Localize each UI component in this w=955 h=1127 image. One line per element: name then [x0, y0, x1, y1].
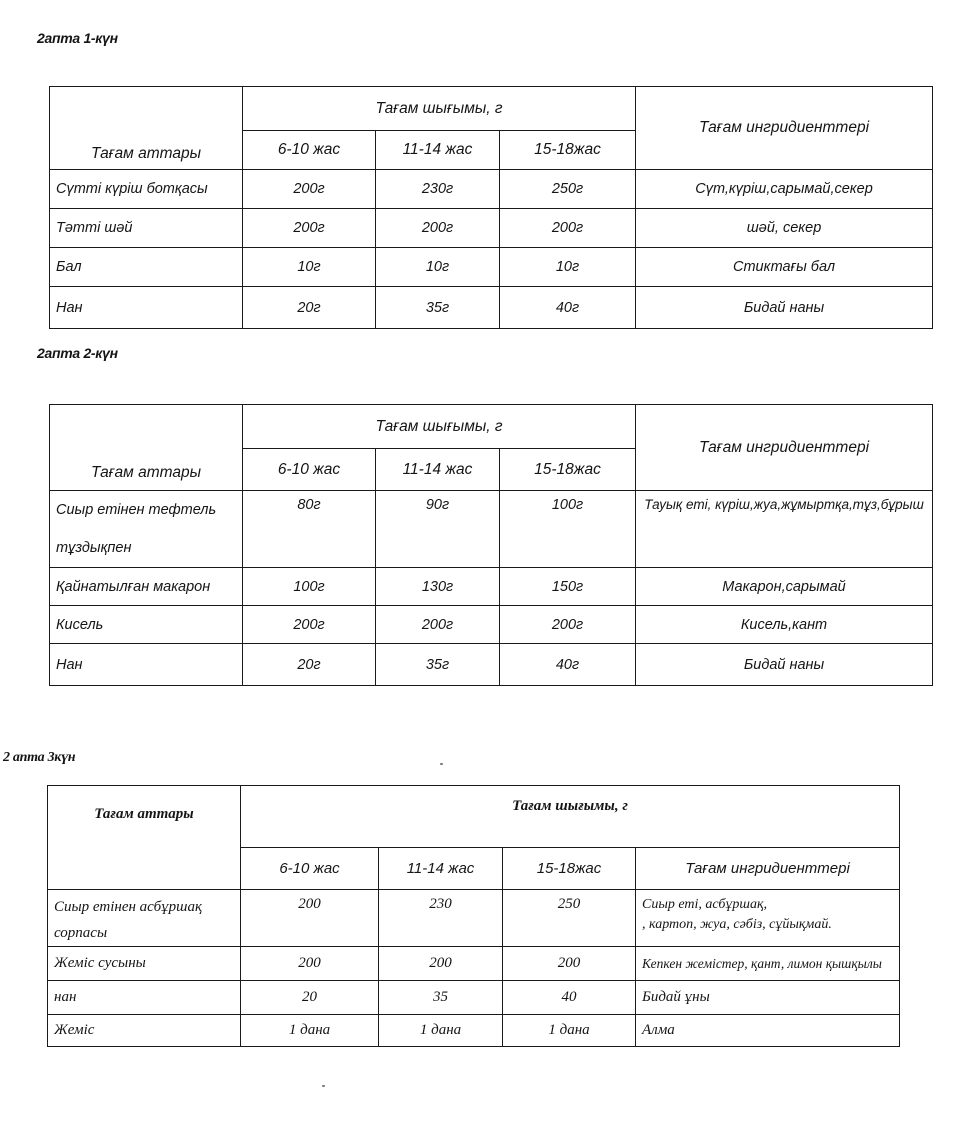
yield-11-14: 10г: [376, 248, 500, 287]
ingredients: Кисель,кант: [636, 606, 933, 644]
table-header-row: [50, 405, 933, 449]
table-row: [50, 287, 933, 329]
scan-speck: [322, 1085, 325, 1087]
yield-15-18: 40г: [500, 287, 636, 329]
dish-name-line-2: сорпасы: [54, 925, 108, 941]
ingredients-header: Тағам ингридиенттері: [636, 87, 933, 170]
dish-name: Нан: [50, 644, 243, 686]
yield-15-18: 40: [503, 981, 636, 1015]
yield-15-18: 200г: [500, 606, 636, 644]
yield-header: Тағам шығымы, г: [241, 786, 900, 848]
ingredients: Макарон,сарымай: [636, 568, 933, 606]
day-1-title: 2апта 1-күн: [37, 30, 118, 46]
age-15-18-header: 15-18жас: [503, 848, 636, 890]
age-15-18-header: 15-18жас: [500, 449, 636, 491]
table-row: [50, 606, 933, 644]
day-3-menu-table: [47, 785, 900, 1047]
ingredients-line-1: Сиыр еті, асбұршақ,: [642, 897, 768, 912]
dish-name-line-2: тұздықпен: [56, 540, 132, 556]
yield-11-14: 230г: [376, 170, 500, 209]
dish-name: нан: [48, 981, 241, 1015]
ingredients: Сүт,күріш,сарымай,секер: [636, 170, 933, 209]
table-row: [50, 248, 933, 287]
ingredients: Кепкен жемістер, қант, лимон қышқылы: [636, 947, 900, 981]
dish-name: Жеміс: [48, 1015, 241, 1047]
ingredients: шәй, секер: [636, 209, 933, 248]
yield-11-14: 35: [379, 981, 503, 1015]
ingredients-line-2: , картоп, жуа, сәбіз, сұйықмай.: [642, 917, 832, 932]
dish-name: Бал: [50, 248, 243, 287]
dish-name: Қайнатылған макарон: [50, 568, 243, 606]
day-2-title: 2апта 2-күн: [37, 345, 118, 361]
yield-6-10: 1 дана: [241, 1015, 379, 1047]
ingredients: Бидай ұны: [636, 981, 900, 1015]
yield-6-10: 20: [241, 981, 379, 1015]
yield-15-18: 100г: [500, 491, 636, 568]
ingredients: Бидай наны: [636, 287, 933, 329]
yield-11-14: 200г: [376, 606, 500, 644]
day-2-menu-table: [49, 404, 933, 686]
age-11-14-header: 11-14 жас: [379, 848, 503, 890]
yield-6-10: 200г: [243, 209, 376, 248]
table-header-row: [50, 87, 933, 131]
yield-11-14: 200: [379, 947, 503, 981]
dish-name-header: Тағам аттары: [50, 87, 243, 170]
yield-6-10: 200: [241, 890, 379, 947]
table-row: [50, 170, 933, 209]
yield-15-18: 1 дана: [503, 1015, 636, 1047]
table-row: [48, 947, 900, 981]
dish-name: Кисель: [50, 606, 243, 644]
yield-6-10: 200г: [243, 606, 376, 644]
yield-11-14: 90г: [376, 491, 500, 568]
ingredients-header: Тағам ингридиенттері: [636, 405, 933, 491]
age-11-14-header: 11-14 жас: [376, 131, 500, 170]
table-header-row: [48, 786, 900, 848]
yield-15-18: 200г: [500, 209, 636, 248]
table-row: [50, 568, 933, 606]
yield-11-14: 35г: [376, 644, 500, 686]
yield-6-10: 80г: [243, 491, 376, 568]
dish-name: Сүтті күріш ботқасы: [50, 170, 243, 209]
table-row: [50, 491, 933, 568]
dish-name: [50, 491, 243, 568]
age-6-10-header: 6-10 жас: [243, 131, 376, 170]
yield-6-10: 200: [241, 947, 379, 981]
ingredients-header: Тағам ингридиенттері: [636, 848, 900, 890]
yield-11-14: 35г: [376, 287, 500, 329]
day-3-title: 2 апта 3күн: [3, 750, 76, 765]
age-15-18-header: 15-18жас: [500, 131, 636, 170]
yield-15-18: 200: [503, 947, 636, 981]
dish-name-header: Тағам аттары: [50, 405, 243, 491]
yield-6-10: 10г: [243, 248, 376, 287]
table-row: [48, 1015, 900, 1047]
yield-15-18: 150г: [500, 568, 636, 606]
dish-name-line-1: Сиыр етінен тефтель: [56, 502, 217, 518]
age-6-10-header: 6-10 жас: [241, 848, 379, 890]
yield-header: Тағам шығымы, г: [243, 405, 636, 449]
dish-name-header: Тағам аттары: [48, 786, 241, 890]
yield-15-18: 40г: [500, 644, 636, 686]
yield-15-18: 10г: [500, 248, 636, 287]
yield-11-14: 130г: [376, 568, 500, 606]
table-row: [50, 209, 933, 248]
yield-11-14: 230: [379, 890, 503, 947]
ingredients: [636, 890, 900, 947]
yield-6-10: 20г: [243, 287, 376, 329]
table-row: [50, 644, 933, 686]
yield-header: Тағам шығымы, г: [243, 87, 636, 131]
ingredients: Алма: [636, 1015, 900, 1047]
dish-name: Тәтті шәй: [50, 209, 243, 248]
table-row: [48, 981, 900, 1015]
yield-15-18: 250: [503, 890, 636, 947]
dish-name-line-1: Сиыр етінен асбұршақ: [54, 899, 203, 915]
dish-name: Нан: [50, 287, 243, 329]
dish-name: [48, 890, 241, 947]
table-row: [48, 890, 900, 947]
age-11-14-header: 11-14 жас: [376, 449, 500, 491]
yield-11-14: 200г: [376, 209, 500, 248]
yield-6-10: 20г: [243, 644, 376, 686]
ingredients: Стиктағы бал: [636, 248, 933, 287]
age-6-10-header: 6-10 жас: [243, 449, 376, 491]
ingredients: Тауық еті, күріш,жуа,жұмыртқа,тұз,бұрыш: [636, 491, 933, 568]
ingredients: Бидай наны: [636, 644, 933, 686]
day-1-menu-table: [49, 86, 933, 329]
yield-6-10: 200г: [243, 170, 376, 209]
yield-11-14: 1 дана: [379, 1015, 503, 1047]
yield-15-18: 250г: [500, 170, 636, 209]
dish-name: Жеміс сусыны: [48, 947, 241, 981]
scan-speck: [440, 763, 443, 765]
yield-6-10: 100г: [243, 568, 376, 606]
